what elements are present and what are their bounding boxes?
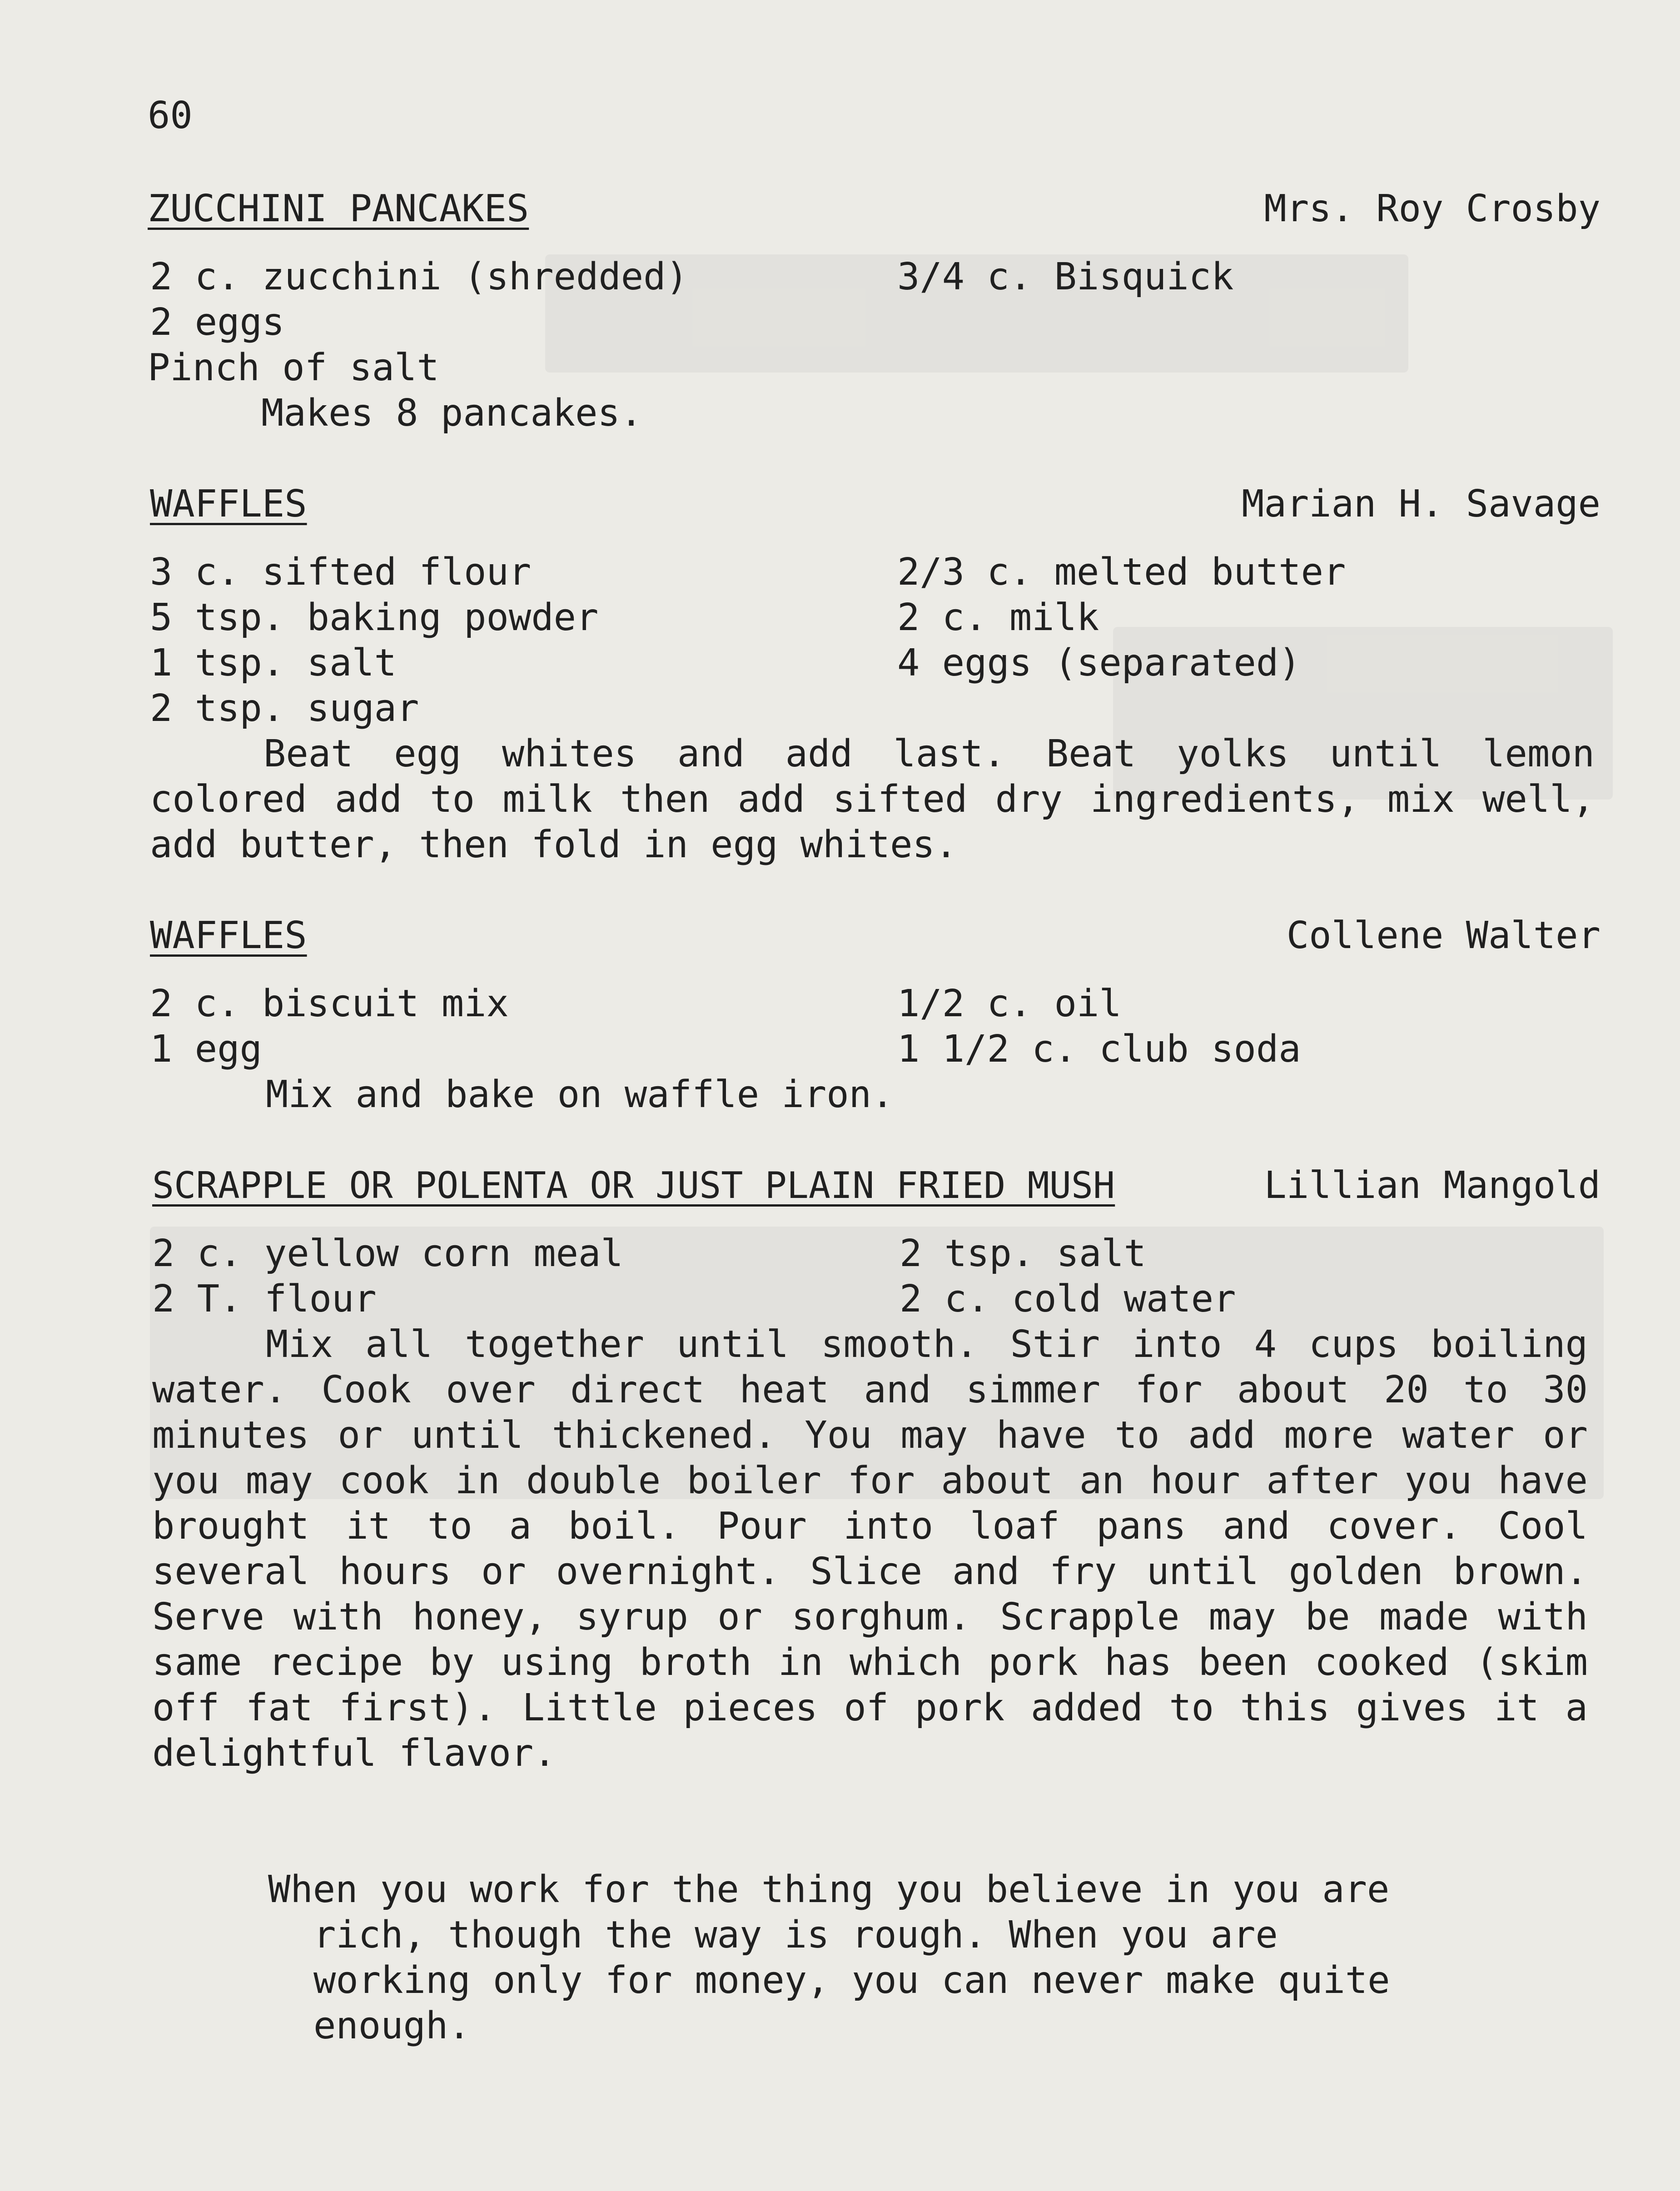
quote-line: working only for money, you can never make quite — [313, 1959, 1390, 2002]
ingredient: 2 T. flour — [152, 1277, 377, 1321]
ingredient: Pinch of salt — [148, 346, 439, 389]
recipe-directions: Makes 8 pancakes. — [261, 392, 643, 435]
recipe-title: WAFFLES — [150, 482, 307, 526]
ingredient: 2/3 c. melted butter — [897, 551, 1346, 594]
ingredient: 1/2 c. oil — [897, 982, 1122, 1025]
ingredient: 1 egg — [150, 1028, 262, 1071]
ingredient: 1 1/2 c. club soda — [897, 1028, 1301, 1071]
ingredient: 4 eggs (separated) — [897, 641, 1301, 685]
ingredient: 1 tsp. salt — [150, 641, 397, 685]
recipe-author: Mrs. Roy Crosby — [1264, 187, 1600, 230]
quote-line: When you work for the thing you believe in you are — [268, 1868, 1390, 1911]
quote-line: rich, though the way is rough. When you are — [313, 1913, 1278, 1957]
closing-quote — [268, 1867, 1472, 2049]
recipe-author: Marian H. Savage — [1242, 482, 1600, 526]
recipe-directions: Mix and bake on waffle iron. — [266, 1073, 894, 1116]
recipe-author: Collene Walter — [1286, 914, 1600, 957]
recipe-title: WAFFLES — [150, 914, 307, 957]
ingredient: 3 c. sifted flour — [150, 551, 532, 594]
ingredient: 2 c. biscuit mix — [150, 982, 509, 1025]
ingredient: 2 tsp. salt — [900, 1232, 1147, 1275]
ingredient: 2 tsp. sugar — [150, 687, 419, 730]
ingredient: 2 c. cold water — [900, 1277, 1236, 1321]
ingredient: 2 c. yellow corn meal — [152, 1232, 623, 1275]
recipe-directions: Mix all together until smooth. Stir into 4 cups boiling water. Cook over direct heat and simmer for about 20 to 30 minutes or until thickened. You may have to add more water or you may cook in double boiler for about an hour after you have brought it to a boil. Pour into loaf pans and cover. Cool several hours or overnight. Slice and fry until golden brown. Serve with honey, syrup or sorghum. Scrapple may be made with same recipe by using broth in which pork has been cooked (skim off fat first). Little pieces of pork added to this gives it a delightful flavor. — [152, 1323, 1588, 1775]
recipe-directions: Beat egg whites and add last. Beat yolks until lemon colored add to milk then add sifted dry ingredients, mix well, add butter, then fold in egg whites. — [150, 732, 1595, 866]
recipe-title: SCRAPPLE OR POLENTA OR JUST PLAIN FRIED MUSH — [152, 1164, 1115, 1207]
ingredient: 3/4 c. Bisquick — [897, 255, 1234, 298]
ingredient: 2 eggs — [150, 301, 285, 344]
recipe-title: ZUCCHINI PANCAKES — [148, 187, 529, 230]
recipe-author: Lillian Mangold — [1264, 1164, 1600, 1207]
quote-line: enough. — [313, 2004, 471, 2047]
ingredient: 5 tsp. baking powder — [150, 596, 599, 639]
page-number: 60 — [148, 94, 193, 137]
ingredient: 2 c. milk — [897, 596, 1099, 639]
ingredient: 2 c. zucchini (shredded) — [150, 255, 688, 298]
